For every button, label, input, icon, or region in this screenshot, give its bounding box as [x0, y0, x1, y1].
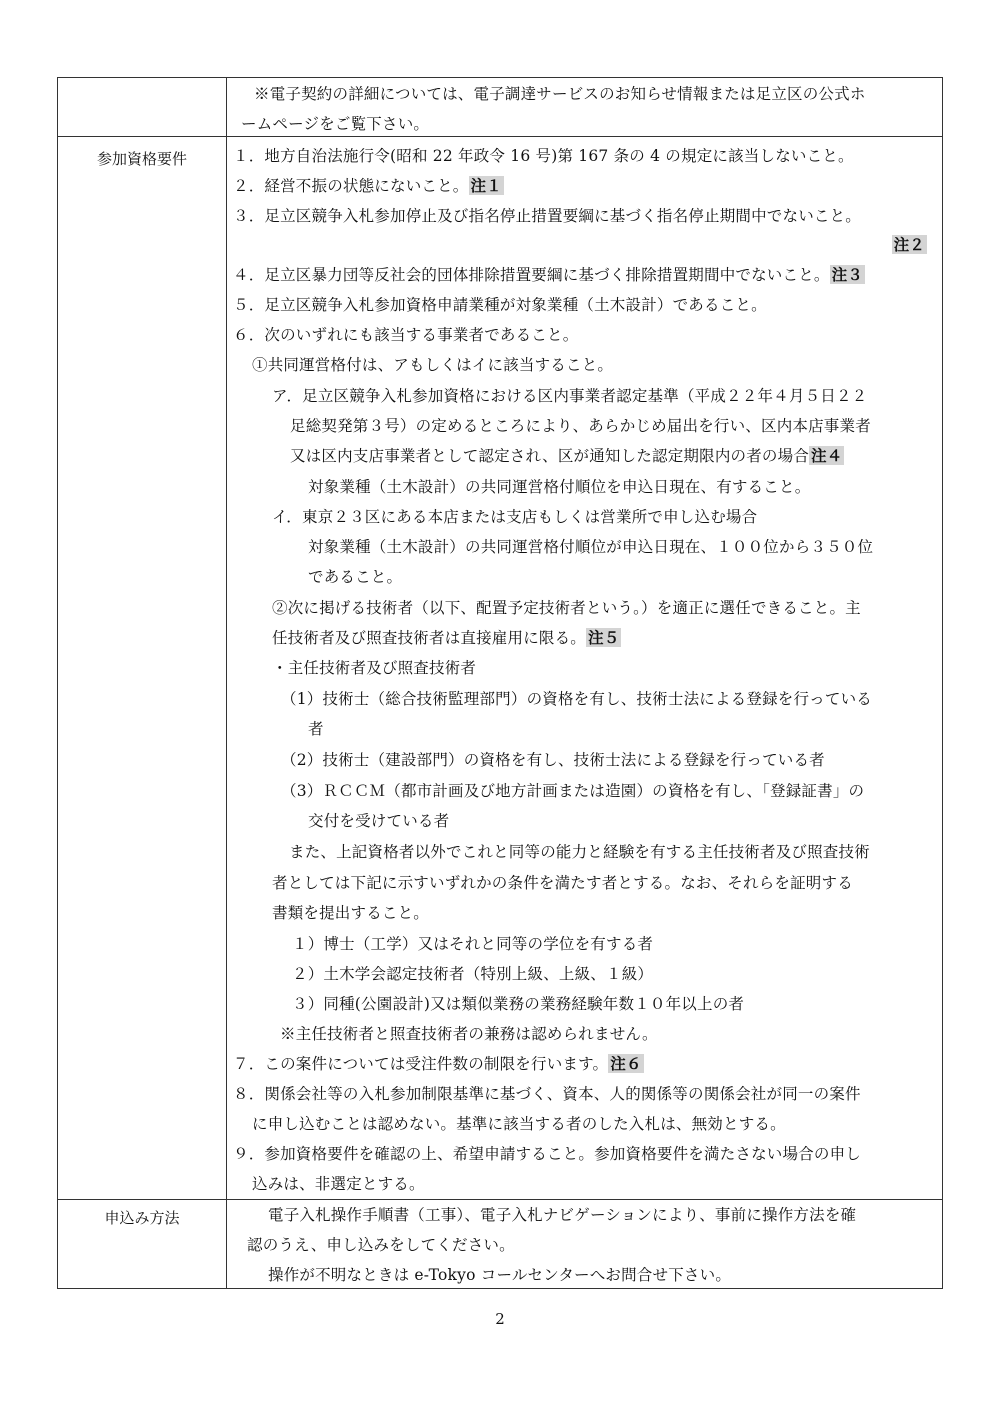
requirement-line: ６．次のいずれにも該当する事業者であること。	[233, 326, 579, 344]
requirement-line: 対象業種（土木設計）の共同運営格付順位が申込日現在、１００位から３５０位	[308, 538, 874, 556]
requirement-line: 交付を受けている者	[308, 812, 450, 830]
requirement-line: 者としては下記に示すいずれかの条件を満たす者とする。なお、それらを証明する	[272, 874, 853, 892]
requirement-line: ３）同種(公園設計)又は類似業務の業務経験年数１０年以上の者	[292, 995, 745, 1013]
requirement-line: ９．参加資格要件を確認の上、希望申請すること。参加資格要件を満たさない場合の申し	[233, 1145, 862, 1163]
requirement-line: ５．足立区競争入札参加資格申請業種が対象業種（土木設計）であること。	[233, 296, 767, 314]
requirement-line: 足総契発第３号）の定めるところにより、あらかじめ届出を行い、区内本店事業者	[290, 417, 871, 435]
requirement-line: ３．足立区競争入札参加停止及び指名停止措置要綱に基づく指名停止期間中でないこと。	[233, 207, 862, 225]
note-badge: 注１	[470, 176, 502, 195]
requirement-line: （2）技術士（建設部門）の資格を有し、技術士法による登録を行っている者	[281, 751, 825, 769]
note-badge: 注４	[811, 446, 843, 465]
note-badge: 注２	[893, 235, 925, 254]
contract-note-line: ームページをご覧下さい。	[241, 115, 430, 133]
requirement-line: 対象業種（土木設計）の共同運営格付順位を申込日現在、有すること。	[308, 478, 811, 496]
requirement-line: ア．足立区競争入札参加資格における区内事業者認定基準（平成２２年４月５日２２	[272, 387, 868, 405]
requirement-line: 者	[308, 720, 324, 738]
requirement-line: ２．経営不振の状態にないこと。 注１	[233, 176, 502, 195]
application-line: 操作が不明なときは e-Tokyo コールセンターへお問合せ下さい。	[268, 1266, 732, 1284]
requirement-line: であること。	[308, 568, 403, 586]
requirement-line: また、上記資格者以外でこれと同等の能力と経験を有する主任技術者及び照査技術	[289, 843, 870, 861]
requirements-row-label: 参加資格要件	[96, 150, 187, 168]
row-divider	[58, 1199, 942, 1200]
requirement-line: 任技術者及び照査技術者は直接雇用に限る。 注５	[272, 628, 620, 647]
requirement-line: 込みは、非選定とする。	[252, 1175, 425, 1193]
requirements-table	[57, 77, 943, 1289]
page-number: 2	[495, 1310, 505, 1328]
requirement-line: ・主任技術者及び照査技術者	[272, 659, 477, 677]
note-badge: 注６	[610, 1054, 642, 1073]
note-badge: 注３	[831, 265, 864, 284]
contract-note-line: ※電子契約の詳細については、電子調達サービスのお知らせ情報または足立区の公式ホ	[254, 85, 866, 103]
application-line: 電子入札操作手順書（工事）、電子入札ナビゲーションにより、事前に操作方法を確	[268, 1206, 857, 1224]
requirement-line: ※主任技術者と照査技術者の兼務は認められません。	[280, 1025, 658, 1043]
requirement-line: 又は区内支店事業者として認定され、区が通知した認定期限内の者の場合 注４	[290, 446, 843, 465]
requirement-line: ②次に掲げる技術者（以下、配置予定技術者という。）を適正に選任できること。主	[272, 599, 861, 617]
application-line: 認のうえ、申し込みをしてください。	[247, 1236, 515, 1254]
requirement-line: ４．足立区暴力団等反社会的団体排除措置要綱に基づく排除措置期間中でないこと。 注３	[233, 265, 864, 284]
requirement-line: ①共同運営格付は、アもしくはイに該当すること。	[252, 356, 614, 374]
requirement-line: に申し込むことは認めない。基準に該当する者のした入札は、無効とする。	[252, 1115, 786, 1133]
requirement-line: ８．関係会社等の入札参加制限基準に基づく、資本、人的関係等の関係会社が同一の案件	[233, 1085, 861, 1103]
requirement-line: １）博士（工学）又はそれと同等の学位を有する者	[292, 935, 654, 953]
requirement-line: （1）技術士（総合技術監理部門）の資格を有し、技術士法による登録を行っている	[281, 690, 872, 708]
note-badge: 注５	[588, 628, 620, 647]
requirement-line: イ．東京２３区にある本店または支店もしくは営業所で申し込む場合	[272, 508, 758, 526]
requirement-line: （3）ＲＣＣＭ（都市計画及び地方計画または造園）の資格を有し、「登録証書」の	[281, 782, 865, 800]
requirement-line: ７．この案件については受注件数の制限を行います。 注６	[233, 1054, 642, 1073]
requirement-line: ２）土木学会認定技術者（特別上級、上級、１級）	[292, 965, 654, 983]
application-row-label: 申込み方法	[104, 1209, 180, 1227]
row-divider	[58, 136, 942, 137]
requirement-line: 書類を提出すること。	[272, 904, 430, 922]
requirement-line	[892, 235, 927, 255]
column-divider	[226, 78, 227, 1288]
requirement-line: １．地方自治法施行令(昭和 22 年政令 16 号)第 167 条の 4 の規定に該当しないこと。	[233, 147, 854, 165]
